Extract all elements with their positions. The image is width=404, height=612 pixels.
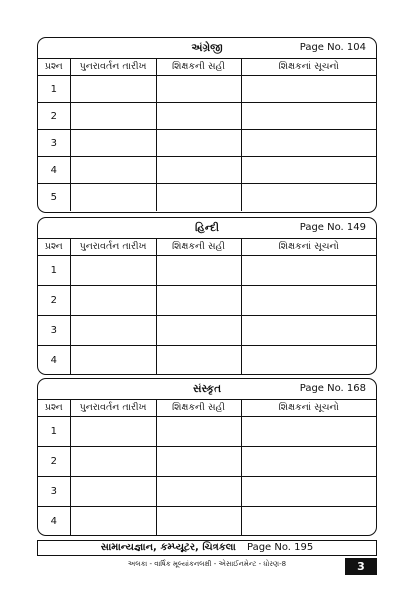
subject-title: અંગ્રેજી (191, 42, 223, 54)
question-number: 3 (38, 477, 70, 507)
header-question: પ્રશ્ન (38, 400, 70, 417)
signature-cell[interactable] (156, 76, 241, 103)
subject-title: સંસ્કૃત (192, 383, 222, 395)
table-header-row (38, 400, 376, 417)
revision-date-cell[interactable] (70, 286, 156, 316)
revision-date-cell[interactable] (70, 157, 156, 184)
suggestion-cell[interactable] (241, 286, 376, 316)
page-reference: Page No. 168 (299, 383, 366, 394)
table-row (38, 316, 376, 346)
revision-date-cell[interactable] (70, 76, 156, 103)
header-question: પ્રશ્ન (38, 239, 70, 256)
table-header-row (38, 59, 376, 76)
signature-cell[interactable] (156, 316, 241, 346)
question-number: 1 (38, 76, 70, 103)
table-row (38, 447, 376, 477)
table-row (38, 256, 376, 286)
suggestion-cell[interactable] (241, 157, 376, 184)
revision-date-cell[interactable] (70, 103, 156, 130)
suggestion-cell[interactable] (241, 346, 376, 376)
table-row (38, 157, 376, 184)
table-row (38, 76, 376, 103)
signature-cell[interactable] (156, 417, 241, 447)
signature-cell[interactable] (156, 184, 241, 211)
table-header-row (38, 239, 376, 256)
revision-date-cell[interactable] (70, 447, 156, 477)
revision-date-cell[interactable] (70, 316, 156, 346)
question-number: 2 (38, 103, 70, 130)
table-row (38, 346, 376, 376)
suggestion-cell[interactable] (241, 103, 376, 130)
revision-date-cell[interactable] (70, 130, 156, 157)
signature-cell[interactable] (156, 130, 241, 157)
english-panel (37, 37, 377, 213)
header-teacher-signature: શિક્ષકની સહી (156, 239, 241, 256)
revision-date-cell[interactable] (70, 507, 156, 537)
header-revision-date: પુનરાવર્તન તારીખ (70, 59, 156, 76)
suggestion-cell[interactable] (241, 447, 376, 477)
revision-date-cell[interactable] (70, 477, 156, 507)
panel-title (38, 218, 376, 239)
header-teacher-signature: શિક્ષકની સહી (156, 400, 241, 417)
table-row (38, 477, 376, 507)
suggestion-cell[interactable] (241, 184, 376, 211)
signature-cell[interactable] (156, 103, 241, 130)
sanskrit-panel (37, 378, 377, 536)
page-reference: Page No. 104 (299, 42, 366, 53)
question-number: 3 (38, 316, 70, 346)
header-teacher-suggestions: શિક્ષકનાં સૂચનો (241, 239, 376, 256)
signature-cell[interactable] (156, 477, 241, 507)
suggestion-cell[interactable] (241, 417, 376, 447)
table-row (38, 103, 376, 130)
suggestion-cell[interactable] (241, 507, 376, 537)
page-number-badge: 3 (345, 558, 377, 575)
question-number: 2 (38, 447, 70, 477)
table-row (38, 184, 376, 211)
revision-date-cell[interactable] (70, 417, 156, 447)
suggestion-cell[interactable] (241, 477, 376, 507)
header-teacher-signature: શિક્ષકની સહી (156, 59, 241, 76)
revision-date-cell[interactable] (70, 256, 156, 286)
question-number: 4 (38, 346, 70, 376)
other-subjects-strip (37, 540, 377, 556)
header-revision-date: પુનરાવર્તન તારીખ (70, 239, 156, 256)
suggestion-cell[interactable] (241, 76, 376, 103)
revision-table (38, 239, 376, 375)
question-number: 2 (38, 286, 70, 316)
signature-cell[interactable] (156, 346, 241, 376)
page-reference: Page No. 195 (246, 542, 314, 553)
panel-title (38, 379, 376, 400)
suggestion-cell[interactable] (241, 316, 376, 346)
suggestion-cell[interactable] (241, 256, 376, 286)
subject-title: હિન્દી (195, 222, 219, 234)
suggestion-cell[interactable] (241, 130, 376, 157)
signature-cell[interactable] (156, 507, 241, 537)
hindi-panel (37, 217, 377, 375)
table-row (38, 286, 376, 316)
signature-cell[interactable] (156, 286, 241, 316)
other-subjects-title: સામાન્યજ્ઞાન, કમ્પ્યૂટર, ચિત્રકલા (100, 542, 236, 553)
revision-date-cell[interactable] (70, 184, 156, 211)
question-number: 1 (38, 256, 70, 286)
revision-table (38, 400, 376, 536)
signature-cell[interactable] (156, 157, 241, 184)
signature-cell[interactable] (156, 256, 241, 286)
signature-cell[interactable] (156, 447, 241, 477)
header-question: પ્રશ્ન (38, 59, 70, 76)
question-number: 5 (38, 184, 70, 211)
revision-date-cell[interactable] (70, 346, 156, 376)
revision-table (38, 59, 376, 211)
question-number: 1 (38, 417, 70, 447)
header-teacher-suggestions: શિક્ષકનાં સૂચનો (241, 59, 376, 76)
question-number: 3 (38, 130, 70, 157)
question-number: 4 (38, 507, 70, 537)
table-row (38, 417, 376, 447)
panel-title (38, 38, 376, 59)
question-number: 4 (38, 157, 70, 184)
publisher-line: અલકા - વાર્ષિક મૂલ્યાંકનલક્ષી - એસાઈનમેન્ટ - ધોરણ-8 (127, 560, 287, 568)
page-reference: Page No. 149 (299, 222, 366, 233)
table-row (38, 130, 376, 157)
header-revision-date: પુનરાવર્તન તારીખ (70, 400, 156, 417)
table-row (38, 507, 376, 537)
header-teacher-suggestions: શિક્ષકનાં સૂચનો (241, 400, 376, 417)
